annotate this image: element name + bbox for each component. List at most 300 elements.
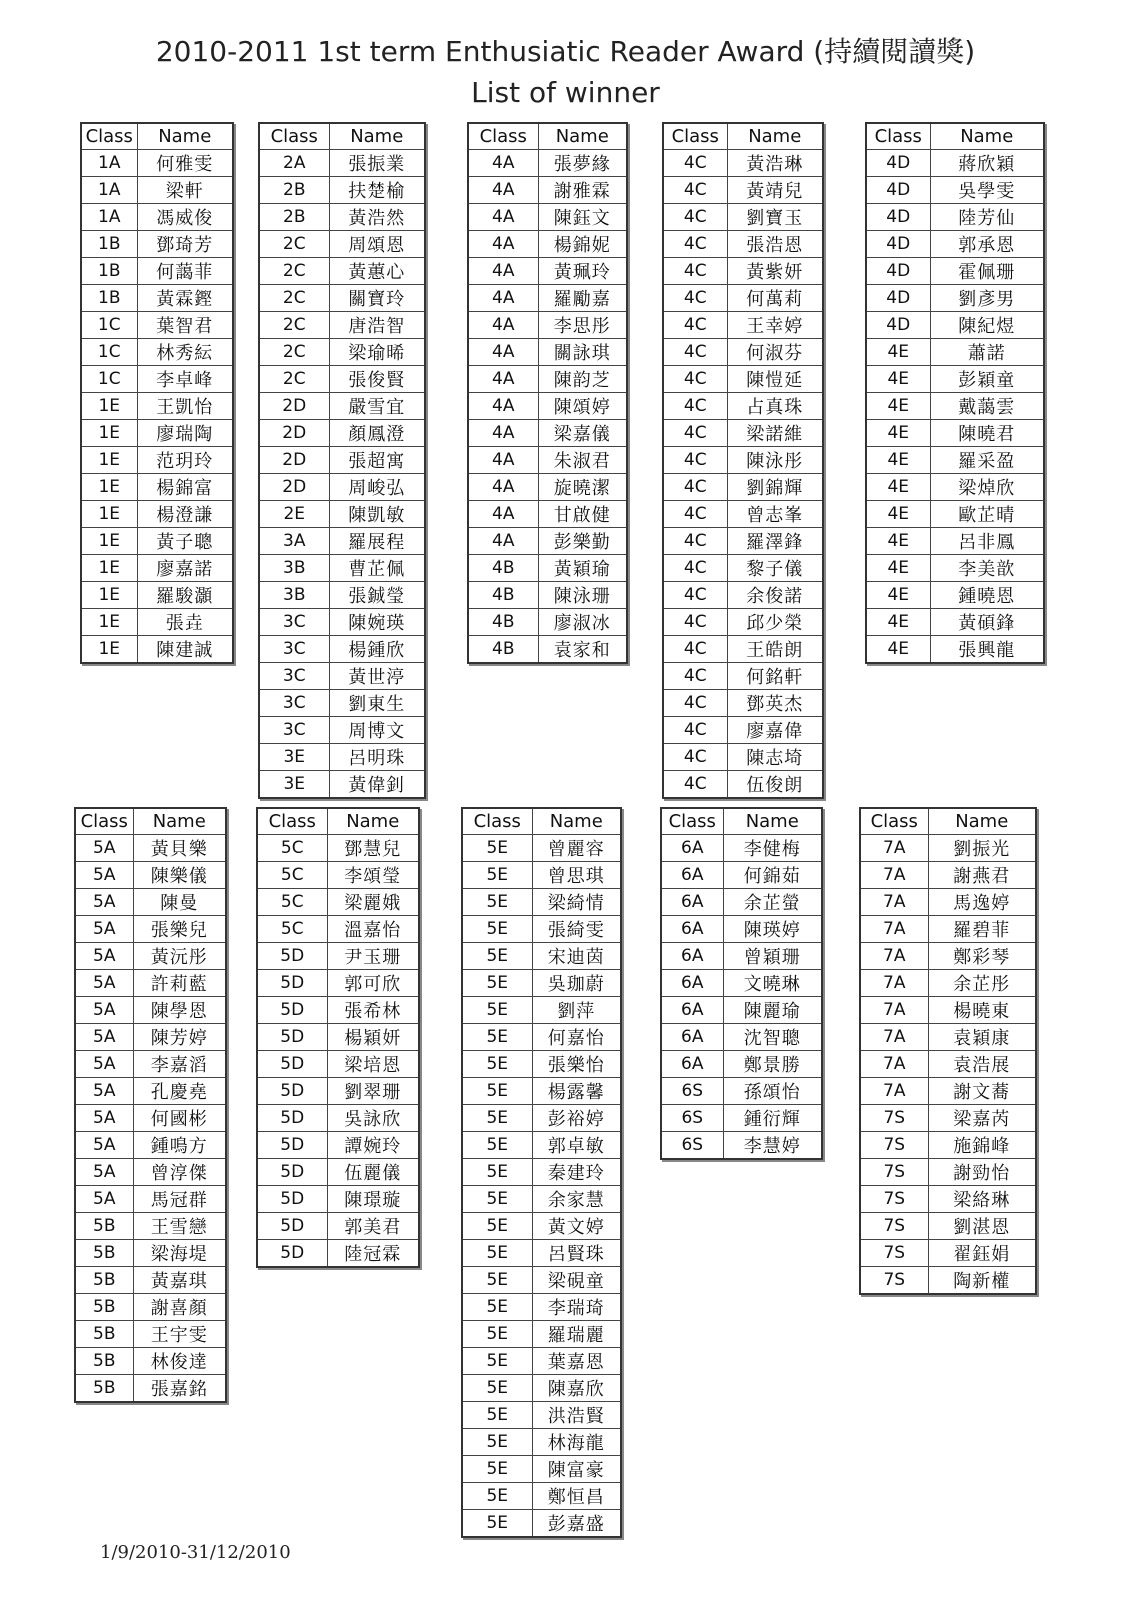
name-cell: 李卓峰 (137, 366, 233, 393)
table-row (462, 970, 621, 997)
name-cell: 鄧慧兒 (327, 835, 419, 862)
name-cell: 林海龍 (532, 1429, 621, 1456)
name-cell: 劉彥男 (930, 285, 1044, 312)
table-row (866, 474, 1044, 501)
name-cell: 黃世渟 (329, 663, 425, 690)
table-row (75, 970, 226, 997)
name-cell: 楊鍾欣 (329, 636, 425, 663)
name-cell: 張嘉銘 (133, 1375, 226, 1403)
class-cell: 5E (462, 1402, 532, 1429)
class-cell: 5E (462, 862, 532, 889)
table-row (468, 393, 627, 420)
table-row (81, 528, 233, 555)
table-row (860, 916, 1036, 943)
table-header-row (462, 808, 621, 835)
table-row (257, 1159, 419, 1186)
class-cell: 5E (462, 1510, 532, 1538)
winner-table (256, 807, 420, 1268)
name-cell: 鍾衍輝 (723, 1105, 822, 1132)
table-row (866, 258, 1044, 285)
name-cell: 梁嘉芮 (928, 1105, 1036, 1132)
name-cell: 張超寓 (329, 447, 425, 474)
name-cell: 彭樂勤 (538, 528, 627, 555)
table-header-row (257, 808, 419, 835)
class-cell: 5A (75, 916, 133, 943)
class-cell: 4D (866, 285, 930, 312)
class-cell: 4E (866, 420, 930, 447)
class-cell: 4C (663, 150, 727, 177)
table-row (866, 231, 1044, 258)
name-cell: 唐浩智 (329, 312, 425, 339)
name-cell: 吳詠欣 (327, 1105, 419, 1132)
class-cell: 4E (866, 528, 930, 555)
name-cell: 歐芷晴 (930, 501, 1044, 528)
table-header-row (468, 123, 627, 150)
name-cell: 何嘉怡 (532, 1024, 621, 1051)
table-row (860, 1078, 1036, 1105)
name-cell: 蔣欣穎 (930, 150, 1044, 177)
name-cell: 蕭諾 (930, 339, 1044, 366)
table-row (468, 285, 627, 312)
class-cell: 6A (661, 970, 723, 997)
table-header-row (81, 123, 233, 150)
table-row (663, 150, 823, 177)
name-cell: 羅瑞麗 (532, 1321, 621, 1348)
table-row (257, 970, 419, 997)
name-cell: 沈智聰 (723, 1024, 822, 1051)
class-cell: 1E (81, 636, 137, 664)
name-cell: 李頌瑩 (327, 862, 419, 889)
name-cell: 呂非鳳 (930, 528, 1044, 555)
table-row (81, 231, 233, 258)
class-cell: 1E (81, 609, 137, 636)
table-row (462, 1510, 621, 1538)
table-row (259, 771, 425, 799)
table-row (259, 474, 425, 501)
class-cell: 1E (81, 474, 137, 501)
name-cell: 廖淑冰 (538, 609, 627, 636)
table-row (866, 285, 1044, 312)
class-cell: 7A (860, 970, 928, 997)
name-header: Name (133, 808, 226, 835)
table-row (259, 204, 425, 231)
table-row (462, 1186, 621, 1213)
name-cell: 鄭恒昌 (532, 1483, 621, 1510)
table-row (663, 339, 823, 366)
table-row (468, 420, 627, 447)
table-row (860, 1240, 1036, 1267)
class-cell: 4B (468, 582, 538, 609)
class-cell: 4A (468, 285, 538, 312)
name-cell: 黃蕙心 (329, 258, 425, 285)
table-row (663, 474, 823, 501)
name-cell: 許莉藍 (133, 970, 226, 997)
table-row (663, 312, 823, 339)
class-cell: 2D (259, 420, 329, 447)
winner-table (467, 122, 628, 664)
table-row (81, 150, 233, 177)
table-row (81, 582, 233, 609)
table-row (81, 312, 233, 339)
class-cell: 7A (860, 1078, 928, 1105)
table-row (468, 582, 627, 609)
name-cell: 黃浩然 (329, 204, 425, 231)
name-cell: 羅采盈 (930, 447, 1044, 474)
table-row (81, 177, 233, 204)
class-cell: 4D (866, 204, 930, 231)
date-range: 1/9/2010-31/12/2010 (100, 1542, 291, 1563)
name-cell: 余芷螢 (723, 889, 822, 916)
table-row (462, 1213, 621, 1240)
class-header: Class (661, 808, 723, 835)
class-cell: 1E (81, 501, 137, 528)
name-cell: 林秀紜 (137, 339, 233, 366)
name-cell: 余家慧 (532, 1186, 621, 1213)
class-cell: 4E (866, 582, 930, 609)
table-row (75, 1186, 226, 1213)
table-row (468, 609, 627, 636)
class-cell: 4E (866, 636, 930, 664)
table-row (257, 1186, 419, 1213)
class-cell: 5E (462, 1456, 532, 1483)
name-cell: 邱少榮 (727, 609, 823, 636)
name-cell: 曾志峯 (727, 501, 823, 528)
class-cell: 5E (462, 889, 532, 916)
table-row (663, 663, 823, 690)
name-cell: 楊穎妍 (327, 1024, 419, 1051)
class-cell: 3C (259, 663, 329, 690)
table-row (860, 943, 1036, 970)
table-row (462, 1132, 621, 1159)
class-cell: 5D (257, 1240, 327, 1268)
class-cell: 5D (257, 943, 327, 970)
name-cell: 戴藹雲 (930, 393, 1044, 420)
table-row (468, 474, 627, 501)
class-cell: 4C (663, 447, 727, 474)
name-cell: 陳曼 (133, 889, 226, 916)
table-row (462, 1105, 621, 1132)
name-cell: 楊曉東 (928, 997, 1036, 1024)
table-row (860, 835, 1036, 862)
winner-table (80, 122, 234, 664)
name-cell: 張鋮瑩 (329, 582, 425, 609)
name-cell: 陳璟璇 (327, 1186, 419, 1213)
table-row (866, 609, 1044, 636)
class-cell: 5A (75, 835, 133, 862)
class-cell: 5E (462, 1024, 532, 1051)
table-row (663, 393, 823, 420)
name-cell: 王雪戀 (133, 1213, 226, 1240)
name-cell: 張浩恩 (727, 231, 823, 258)
class-cell: 2C (259, 258, 329, 285)
table-row (661, 1024, 822, 1051)
class-cell: 5A (75, 997, 133, 1024)
table-row (468, 366, 627, 393)
winner-table (865, 122, 1045, 664)
table-row (661, 916, 822, 943)
name-cell: 孔慶堯 (133, 1078, 226, 1105)
class-cell: 4C (663, 366, 727, 393)
name-cell: 嚴雪宜 (329, 393, 425, 420)
name-cell: 何國彬 (133, 1105, 226, 1132)
table-row (462, 1240, 621, 1267)
name-cell: 鄧英杰 (727, 690, 823, 717)
class-header: Class (257, 808, 327, 835)
table-row (462, 1267, 621, 1294)
class-cell: 4C (663, 582, 727, 609)
table-row (257, 889, 419, 916)
name-cell: 曹芷佩 (329, 555, 425, 582)
table-row (81, 474, 233, 501)
name-cell: 梁嘉儀 (538, 420, 627, 447)
class-header: Class (259, 123, 329, 150)
table-row (81, 420, 233, 447)
name-cell: 陳樂儀 (133, 862, 226, 889)
table-row (661, 1078, 822, 1105)
table-row (257, 1051, 419, 1078)
name-cell: 葉智君 (137, 312, 233, 339)
class-cell: 4C (663, 420, 727, 447)
class-cell: 5D (257, 1186, 327, 1213)
name-cell: 黃珮玲 (538, 258, 627, 285)
class-cell: 7S (860, 1186, 928, 1213)
table-row (75, 1348, 226, 1375)
name-cell: 尹玉珊 (327, 943, 419, 970)
class-cell: 4E (866, 474, 930, 501)
class-cell: 4C (663, 663, 727, 690)
winner-table (660, 807, 823, 1160)
name-cell: 黃沅彤 (133, 943, 226, 970)
class-cell: 3C (259, 717, 329, 744)
table-row (81, 555, 233, 582)
table-header-row (663, 123, 823, 150)
name-cell: 關詠琪 (538, 339, 627, 366)
class-cell: 4A (468, 528, 538, 555)
name-cell: 顏鳳澄 (329, 420, 425, 447)
name-cell: 梁麗娥 (327, 889, 419, 916)
table-row (75, 1132, 226, 1159)
class-cell: 2C (259, 231, 329, 258)
name-cell: 林俊達 (133, 1348, 226, 1375)
table-row (259, 177, 425, 204)
table-row (866, 366, 1044, 393)
class-cell: 6A (661, 1024, 723, 1051)
class-cell: 7A (860, 1024, 928, 1051)
name-cell: 李嘉滔 (133, 1051, 226, 1078)
table-row (75, 889, 226, 916)
name-cell: 黃靖兒 (727, 177, 823, 204)
name-cell: 施錦峰 (928, 1132, 1036, 1159)
name-cell: 楊錦妮 (538, 231, 627, 258)
class-cell: 7S (860, 1240, 928, 1267)
class-cell: 4A (468, 474, 538, 501)
table-row (259, 582, 425, 609)
class-header: Class (860, 808, 928, 835)
name-cell: 謝喜顏 (133, 1294, 226, 1321)
name-cell: 陸冠霖 (327, 1240, 419, 1268)
table-row (259, 609, 425, 636)
class-cell: 2C (259, 366, 329, 393)
name-header: Name (137, 123, 233, 150)
class-cell: 5E (462, 1105, 532, 1132)
table-row (462, 1051, 621, 1078)
table-row (462, 1078, 621, 1105)
class-cell: 4C (663, 771, 727, 799)
table-row (81, 204, 233, 231)
class-header: Class (75, 808, 133, 835)
name-cell: 楊露馨 (532, 1078, 621, 1105)
class-cell: 3E (259, 744, 329, 771)
table-row (661, 943, 822, 970)
class-cell: 1C (81, 339, 137, 366)
class-header: Class (462, 808, 532, 835)
class-cell: 5A (75, 1024, 133, 1051)
table-row (75, 1159, 226, 1186)
class-cell: 4D (866, 312, 930, 339)
name-cell: 劉東生 (329, 690, 425, 717)
class-cell: 5A (75, 1159, 133, 1186)
table-row (462, 1456, 621, 1483)
name-cell: 伍俊朗 (727, 771, 823, 799)
table-row (468, 339, 627, 366)
name-cell: 鍾曉恩 (930, 582, 1044, 609)
class-cell: 4E (866, 339, 930, 366)
name-cell: 郭卓敏 (532, 1132, 621, 1159)
name-cell: 梁海堤 (133, 1240, 226, 1267)
name-cell: 黃穎瑜 (538, 555, 627, 582)
class-cell: 7A (860, 997, 928, 1024)
table-row (75, 1294, 226, 1321)
name-cell: 張俊賢 (329, 366, 425, 393)
class-cell: 5C (257, 862, 327, 889)
class-header: Class (468, 123, 538, 150)
class-cell: 5D (257, 1132, 327, 1159)
table-row (257, 1024, 419, 1051)
name-cell: 何萬莉 (727, 285, 823, 312)
class-cell: 5B (75, 1294, 133, 1321)
name-cell: 郭承恩 (930, 231, 1044, 258)
class-cell: 4E (866, 501, 930, 528)
table-row (866, 582, 1044, 609)
class-cell: 3C (259, 690, 329, 717)
name-cell: 張夢緣 (538, 150, 627, 177)
class-cell: 5E (462, 1483, 532, 1510)
table-row (860, 1213, 1036, 1240)
name-cell: 馮威俊 (137, 204, 233, 231)
page-title: 2010-2011 1st term Enthusiatic Reader Award (持續閱讀獎) (155, 35, 976, 68)
name-cell: 陶新權 (928, 1267, 1036, 1295)
name-cell: 梁培恩 (327, 1051, 419, 1078)
class-cell: 4A (468, 339, 538, 366)
class-cell: 4C (663, 231, 727, 258)
table-row (860, 889, 1036, 916)
class-cell: 4B (468, 555, 538, 582)
name-cell: 謝勁怡 (928, 1159, 1036, 1186)
table-header-row (259, 123, 425, 150)
class-cell: 5A (75, 1078, 133, 1105)
name-cell: 占真珠 (727, 393, 823, 420)
table-row (663, 285, 823, 312)
table-row (860, 1105, 1036, 1132)
class-cell: 5D (257, 1078, 327, 1105)
name-cell: 陳凱敏 (329, 501, 425, 528)
name-cell: 馬冠群 (133, 1186, 226, 1213)
name-cell: 何雅雯 (137, 150, 233, 177)
name-cell: 彭嘉盛 (532, 1510, 621, 1538)
class-cell: 5E (462, 835, 532, 862)
class-cell: 5A (75, 1051, 133, 1078)
table-row (462, 1159, 621, 1186)
name-cell: 鍾鳴方 (133, 1132, 226, 1159)
table-row (468, 258, 627, 285)
name-cell: 廖嘉偉 (727, 717, 823, 744)
class-cell: 6S (661, 1105, 723, 1132)
table-row (257, 835, 419, 862)
name-cell: 王凱怡 (137, 393, 233, 420)
table-row (259, 744, 425, 771)
table-row (259, 690, 425, 717)
table-row (860, 997, 1036, 1024)
table-row (462, 1024, 621, 1051)
table-row (75, 1240, 226, 1267)
table-row (860, 1267, 1036, 1295)
name-cell: 謝燕君 (928, 862, 1036, 889)
name-cell: 王皓朗 (727, 636, 823, 663)
class-cell: 5C (257, 889, 327, 916)
name-cell: 扶楚榆 (329, 177, 425, 204)
name-header: Name (538, 123, 627, 150)
table-row (462, 862, 621, 889)
class-cell: 5D (257, 970, 327, 997)
table-row (468, 204, 627, 231)
table-row (661, 889, 822, 916)
table-row (259, 636, 425, 663)
table-row (75, 1051, 226, 1078)
name-cell: 何淑芬 (727, 339, 823, 366)
name-cell: 謝文蕎 (928, 1078, 1036, 1105)
class-cell: 5B (75, 1321, 133, 1348)
table-row (663, 231, 823, 258)
table-row (468, 447, 627, 474)
class-cell: 1E (81, 393, 137, 420)
class-cell: 6A (661, 916, 723, 943)
class-cell: 5E (462, 1429, 532, 1456)
table-row (661, 997, 822, 1024)
class-cell: 7A (860, 862, 928, 889)
name-cell: 郭美君 (327, 1213, 419, 1240)
table-row (259, 285, 425, 312)
name-cell: 陳嘉欣 (532, 1375, 621, 1402)
name-cell: 伍麗儀 (327, 1159, 419, 1186)
table-row (860, 1024, 1036, 1051)
class-cell: 2D (259, 447, 329, 474)
name-cell: 秦建玲 (532, 1159, 621, 1186)
table-row (462, 1348, 621, 1375)
class-cell: 4C (663, 285, 727, 312)
class-cell: 4A (468, 420, 538, 447)
class-cell: 4C (663, 339, 727, 366)
class-cell: 4A (468, 231, 538, 258)
table-row (661, 1132, 822, 1160)
table-row (663, 258, 823, 285)
name-cell: 陳芳婷 (133, 1024, 226, 1051)
name-header: Name (723, 808, 822, 835)
table-row (663, 204, 823, 231)
class-cell: 5D (257, 1159, 327, 1186)
winner-table (74, 807, 227, 1403)
table-row (259, 501, 425, 528)
name-cell: 李思彤 (538, 312, 627, 339)
